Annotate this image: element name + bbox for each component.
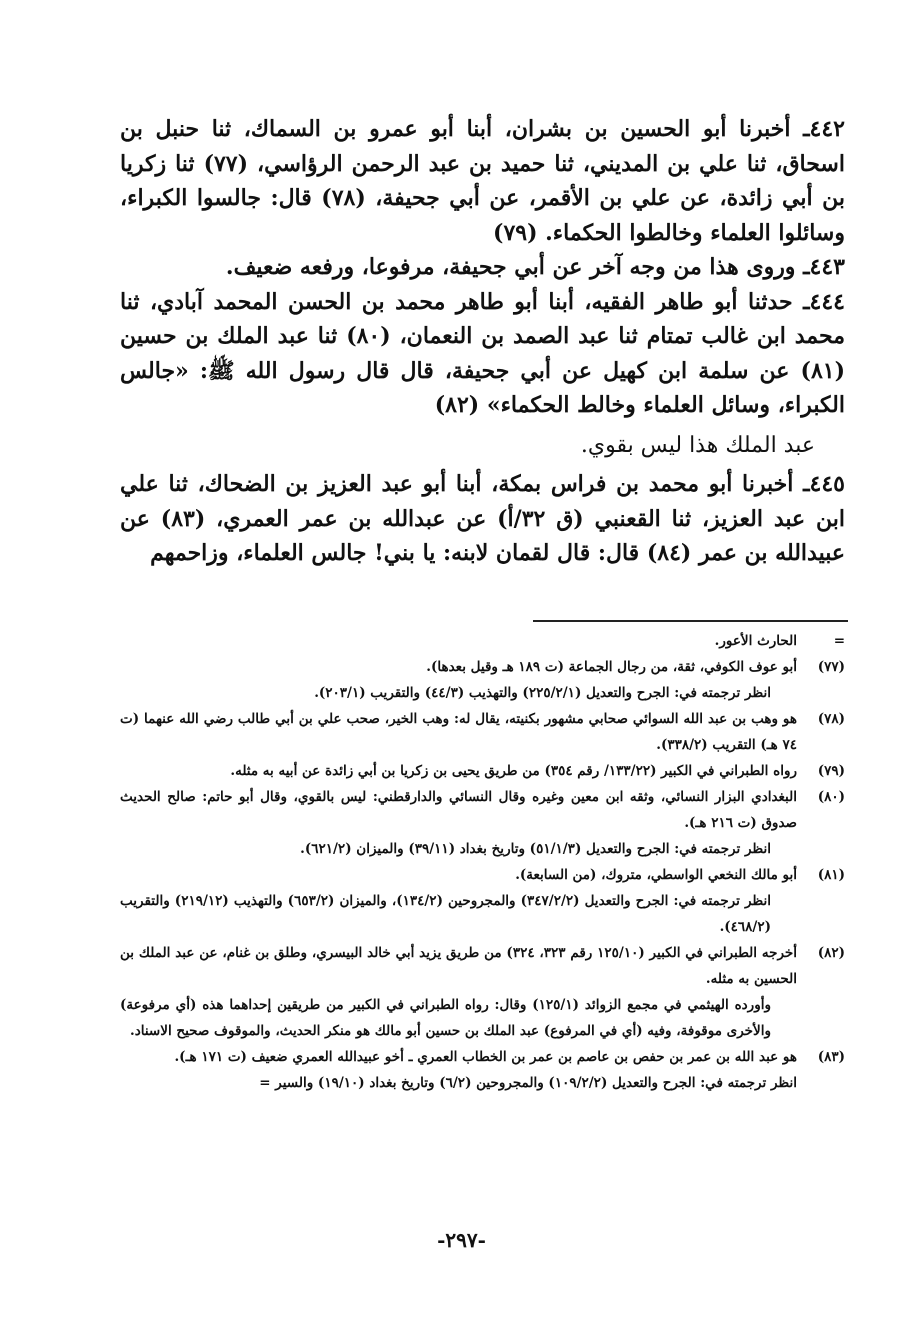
footnote-77 [120,654,845,706]
footnote-83 [120,1044,845,1096]
footnote-number: (٨١) [817,867,845,883]
footnote-divider [533,620,848,622]
footnotes [120,628,845,1096]
footnote-number: = [833,633,845,649]
footnote-reference: انظر ترجمته في: الجرح والتعديل (٢٢٥/٢/١) والتهذيب (٤٤/٣) والتقريب (٢٠٣/١). [314,685,771,701]
footnote-81 [120,862,845,940]
footnote-reference: وأورده الهيثمي في مجمع الزوائد (١٢٥/١) وقال: رواه الطبراني في الكبير من طريقين إحداهما هذه (أي مرفوعة) والأخرى موقوفة، وفيه (أي في المرفوع) عبد الملك بن حسين أبو مالك هو منكر الحديث، والموقوف صحيح الاسناد. [120,997,771,1039]
footnote-number: (٨٠) [817,789,845,805]
footnote-79 [120,758,845,784]
footnote-number: (٧٨) [817,711,845,727]
footnote-text: أخرجه الطبراني في الكبير (١٢٥/١٠ رقم ٣٢٣، ٣٢٤) من طريق يزيد أبي خالد البيسري، وطلق بن غنام، عن عبد الملك بن الحسين به مثله. [120,945,797,987]
footnote-text: البغدادي البزار النسائي، وثقه ابن معين وغيره وقال النسائي والدارقطني: ليس بالقوي، وقال أبو حاتم: صالح الحديث صدوق (ت ٢١٦ هـ). [120,789,797,831]
footnote-continuation [120,628,845,654]
page-number: -٢٩٧- [437,1228,486,1252]
hadith-444-remark: عبد الملك هذا ليس بقوي. [580,432,815,458]
footnote-80 [120,784,845,862]
footnote-78 [120,706,845,758]
footnote-82 [120,940,845,1044]
footnote-text: هو عبد الله بن عمر بن حفص بن عاصم بن عمر بن الخطاب العمري ـ أخو عبيدالله العمري ضعيف (ت ١٧١ هـ). [174,1049,797,1065]
footnote-text: أبو عوف الكوفي، ثقة، من رجال الجماعة (ت ١٨٩ هـ وقيل بعدها). [426,659,797,675]
footnote-text: هو وهب بن عبد الله السوائي صحابي مشهور بكنيته، يقال له: وهب الخير، صحب علي بن أبي طالب رضي الله عنهما (ت ٧٤ هـ) التقريب (٣٣٨/٢). [120,711,797,753]
hadith-445: ٤٤٥ـ أخبرنا أبو محمد بن فراس بمكة، أبنا أبو عبد العزيز بن الضحاك، ثنا علي ابن عبد العزيز، ثنا القعنبي (ق ٣٢/أ) عن عبدالله بن عمر العمري، (٨٣) عن عبيدالله بن عمر (٨٤) قال: قال لقمان لابنه: يا بني! جالس العلماء، وزاحمهم [120,471,846,566]
footnote-number: (٧٩) [817,763,845,779]
footnote-text: أبو مالك النخعي الواسطي، متروك، (من السابعة). [515,867,797,883]
footnote-reference: انظر ترجمته في: الجرح والتعديل (٣٤٧/٢/٢) والمجروحين (١٣٤/٢)، والميزان (٦٥٣/٢) والتهذيب (٢١٩/١٢) والتقريب (٤٦٨/٢). [120,893,771,935]
hadith-444: ٤٤٤ـ حدثنا أبو طاهر الفقيه، أبنا أبو طاهر محمد بن الحسن المحمد آبادي، ثنا محمد ابن غالب تمتام ثنا عبد الصمد بن النعمان، (٨٠) ثنا عبد الملك بن حسين (٨١) عن سلمة ابن كهيل عن أبي جحيفة، قال قال رسول الله ﷺ: «جالس الكبراء، وسائل العلماء وخالط الحكماء» (٨٢) [120,288,845,418]
footnote-reference: انظر ترجمته في: الجرح والتعديل (٥١/١/٣) وتاريخ بغداد (٣٩/١١) والميزان (٦٢١/٢). [300,841,771,857]
footnote-text: رواه الطبراني في الكبير (١٣٣/٢٢/ رقم ٣٥٤) من طريق يحيى بن زكريا بن أبي زائدة عن أبيه به مثله. [230,763,797,779]
main-text [120,112,845,571]
footnote-reference: انظر ترجمته في: الجرح والتعديل (١٠٩/٢/٢) والمجروحين (٦/٢) وتاريخ بغداد (١٩/١٠) والسير = [259,1075,797,1091]
hadith-443: ٤٤٣ـ وروى هذا من وجه آخر عن أبي جحيفة، مرفوعا، ورفعه ضعيف. [225,254,845,280]
footnote-number: (٨٢) [817,945,845,961]
footnote-number: (٧٧) [817,659,845,675]
footnote-text: الحارث الأعور. [714,633,797,649]
hadith-442: ٤٤٢ـ أخبرنا أبو الحسين بن بشران، أبنا أبو عمرو بن السماك، ثنا حنبل بن اسحاق، ثنا علي بن المديني، ثنا حميد بن عبد الرحمن الرؤاسي، (٧٧) ثنا زكريا بن أبي زائدة، عن علي بن الأقمر، عن أبي جحيفة، (٧٨) قال: جالسوا الكبراء، وسائلوا العلماء وخالطوا الحكماء. (٧٩) [120,116,846,246]
footnote-number: (٨٣) [817,1049,845,1065]
